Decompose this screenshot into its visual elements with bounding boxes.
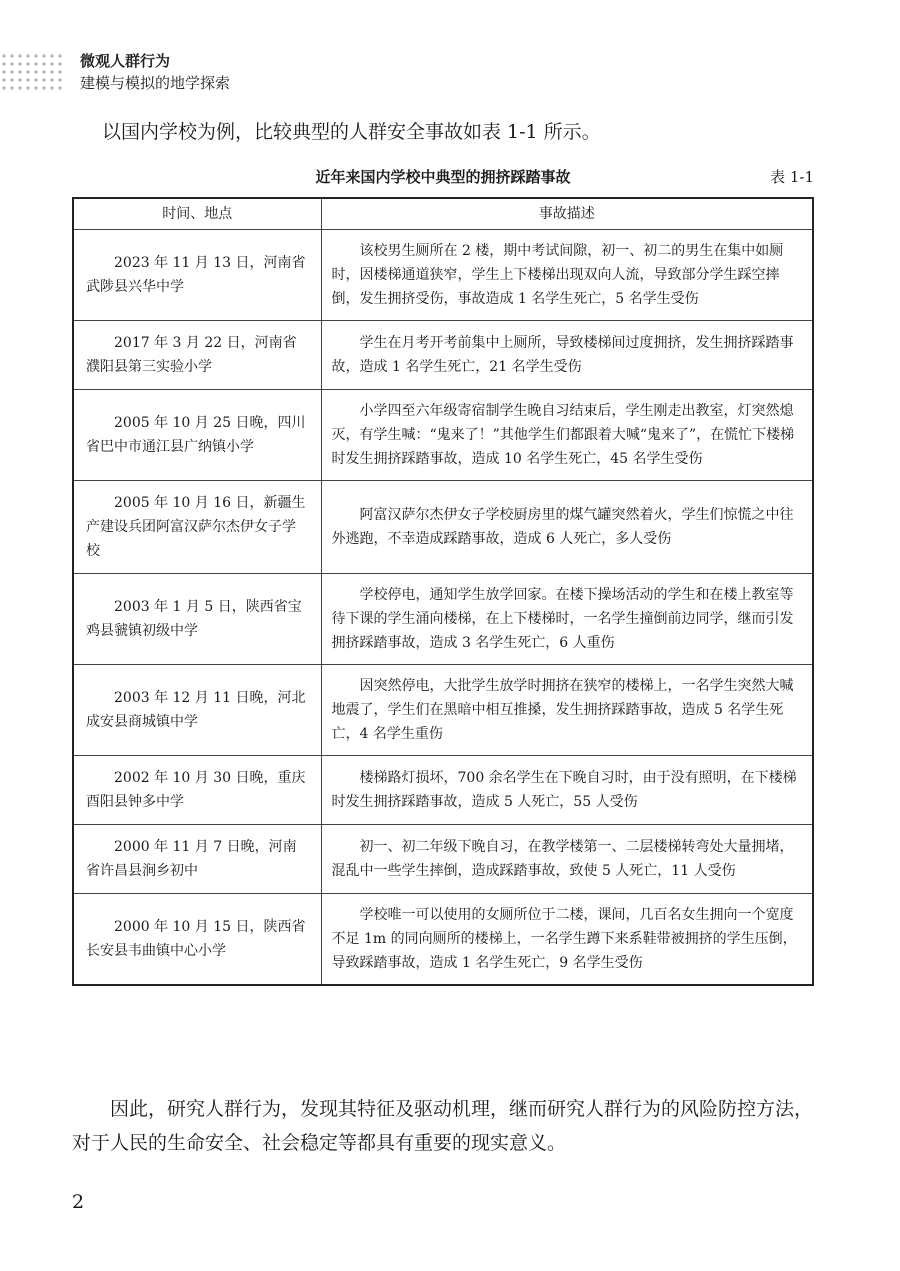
table-caption	[72, 165, 814, 191]
running-header	[80, 50, 230, 94]
table-row	[73, 894, 813, 986]
time-location-cell: 2000 年 10 月 15 日，陕西省长安县韦曲镇中心小学	[73, 894, 321, 986]
description-cell: 楼梯路灯损坏，700 余名学生在下晚自习时，由于没有照明，在下楼梯时发生拥挤踩踏事故，造成 5 人死亡，55 人受伤	[321, 756, 813, 825]
time-location-cell: 2003 年 12 月 11 日晚，河北成安县商城镇中学	[73, 665, 321, 756]
time-location-cell: 2005 年 10 月 16 日，新疆生产建设兵团阿富汉萨尔杰伊女子学校	[73, 481, 321, 574]
table-row	[73, 825, 813, 894]
table-title: 近年来国内学校中典型的拥挤踩踏事故	[315, 168, 571, 186]
time-location-cell: 2023 年 11 月 13 日，河南省武陟县兴华中学	[73, 230, 321, 321]
description-cell: 小学四至六年级寄宿制学生晚自习结束后，学生刚走出教室，灯突然熄灭，有学生喊：“鬼来了！”其他学生们都跟着大喊“鬼来了”，在慌忙下楼梯时发生拥挤踩踏事故，造成 10 名学生死亡，45 名学生受伤	[321, 390, 813, 481]
table-row	[73, 321, 813, 390]
description-cell: 学校唯一可以使用的女厕所位于二楼，课间，几百名女生拥向一个宽度不足 1m 的同向厕所的楼梯上，一名学生蹲下来系鞋带被拥挤的学生压倒，导致踩踏事故，造成 1 名学生死亡，9 名学生受伤	[321, 894, 813, 986]
table-row	[73, 390, 813, 481]
description-cell: 学校停电，通知学生放学回家。在楼下操场活动的学生和在楼上教室等待下课的学生涌向楼梯，在上下楼梯时，一名学生撞倒前边同学，继而引发拥挤踩踏事故，造成 3 名学生死亡，6 人重伤	[321, 574, 813, 665]
table-row	[73, 756, 813, 825]
time-location-cell: 2005 年 10 月 25 日晚，四川省巴中市通江县广纳镇小学	[73, 390, 321, 481]
table-row	[73, 230, 813, 321]
description-cell: 学生在月考开考前集中上厕所，导致楼梯间过度拥挤，发生拥挤踩踏事故，造成 1 名学生死亡，21 名学生受伤	[321, 321, 813, 390]
intro-paragraph: 以国内学校为例，比较典型的人群安全事故如表 1-1 所示。	[102, 121, 601, 143]
time-location-cell: 2017 年 3 月 22 日，河南省濮阳县第三实验小学	[73, 321, 321, 390]
description-cell: 阿富汉萨尔杰伊女子学校厨房里的煤气罐突然着火，学生们惊慌之中往外逃跑，不幸造成踩踏事故，造成 6 人死亡，多人受伤	[321, 481, 813, 574]
description-cell: 因突然停电，大批学生放学时拥挤在狭窄的楼梯上，一名学生突然大喊地震了，学生们在黑暗中相互推搡，发生拥挤踩踏事故，造成 5 名学生死亡，4 名学生重伤	[321, 665, 813, 756]
table-number: 表 1-1	[770, 168, 814, 186]
table-header-row	[73, 198, 813, 230]
header-description: 事故描述	[321, 198, 813, 230]
book-title-line1: 微观人群行为	[80, 52, 171, 70]
table-row	[73, 574, 813, 665]
table-row	[73, 481, 813, 574]
time-location-cell: 2003 年 1 月 5 日，陕西省宝鸡县虢镇初级中学	[73, 574, 321, 665]
conclusion-paragraph: 因此，研究人群行为，发现其特征及驱动机理，继而研究人群行为的风险防控方法，对于人民的生命安全、社会稳定等都具有重要的现实意义。	[72, 1098, 814, 1154]
page-number: 2	[72, 1191, 85, 1213]
description-cell: 该校男生厕所在 2 楼，期中考试间隙，初一、初二的男生在集中如厕时，因楼梯通道狭窄，学生上下楼梯出现双向人流，导致部分学生踩空摔倒，发生拥挤受伤，事故造成 1 名学生死亡，5 名学生受伤	[321, 230, 813, 321]
accident-table	[72, 197, 814, 986]
header-time-location: 时间、地点	[73, 198, 321, 230]
time-location-cell: 2002 年 10 月 30 日晚，重庆酉阳县钟多中学	[73, 756, 321, 825]
decorative-dot-pattern	[0, 52, 62, 94]
book-title-line2: 建模与模拟的地学探索	[80, 74, 231, 92]
description-cell: 初一、初二年级下晚自习，在教学楼第一、二层楼梯转弯处大量拥堵，混乱中一些学生摔倒，造成踩踏事故，致使 5 人死亡，11 人受伤	[321, 825, 813, 894]
time-location-cell: 2000 年 11 月 7 日晚，河南省许昌县涧乡初中	[73, 825, 321, 894]
table-row	[73, 665, 813, 756]
